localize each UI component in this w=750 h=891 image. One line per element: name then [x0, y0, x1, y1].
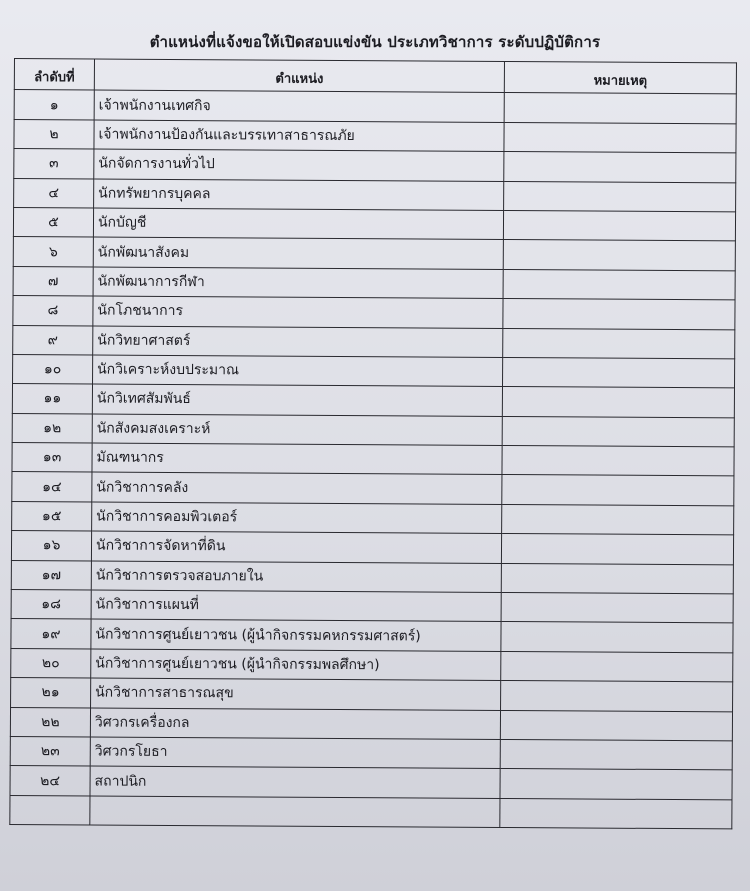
row-remark [503, 357, 735, 388]
table-row [13, 237, 735, 271]
row-position: นักสังคมสงเคราะห์ [92, 414, 502, 446]
row-remark [504, 152, 736, 183]
row-position: นักวิทยาศาสตร์ [93, 326, 503, 358]
row-position: นักวิเคราะห์งบประมาณ [93, 355, 503, 387]
header-position: ตำแหน่ง [94, 59, 504, 93]
row-number: ๒๒ [10, 707, 90, 737]
table-row [13, 266, 735, 300]
table-row [10, 736, 732, 770]
row-position: เจ้าพนักงานเทศกิจ [94, 90, 504, 122]
row-remark [503, 328, 735, 359]
row-number: ๗ [13, 266, 93, 296]
table-row [12, 413, 734, 447]
row-position: นักพัฒนาการกีฬา [93, 267, 503, 299]
row-remark [503, 240, 735, 271]
row-number: ๘ [13, 296, 93, 326]
row-number: ๒ [14, 119, 94, 149]
table-body [10, 90, 736, 829]
row-position: สถาปนิก [90, 766, 500, 798]
table-row [11, 560, 733, 594]
row-position: นักพัฒนาสังคม [93, 237, 503, 269]
row-number: ๔ [14, 178, 94, 208]
row-position: เจ้าพนักงานป้องกันและบรรเทาสาธารณภัย [94, 120, 504, 152]
table-row [11, 531, 733, 565]
table-row [13, 354, 735, 388]
row-number: ๑๗ [11, 560, 91, 590]
table-row [14, 90, 736, 124]
row-remark [502, 446, 734, 477]
header-remark: หมายเหตุ [504, 61, 736, 94]
row-position: นักทรัพยากรบุคคล [94, 179, 504, 211]
row-position: นักวิชาการจัดหาที่ดิน [91, 531, 501, 563]
row-position: นักวิชาการศูนย์เยาวชน (ผู้นำกิจกรรมคหกรรมศาสตร์) [91, 619, 501, 651]
row-remark [500, 769, 732, 800]
row-position: วิศวกรเครื่องกล [90, 708, 500, 740]
row-number: ๒๑ [11, 678, 91, 708]
table-row [12, 443, 734, 477]
row-remark [501, 563, 733, 594]
table-row [12, 384, 734, 418]
table-header-row [14, 59, 736, 95]
row-position: นักวิชาการแผนที่ [91, 590, 501, 622]
table-row [13, 325, 735, 359]
row-remark [501, 593, 733, 624]
table-row [11, 590, 733, 624]
row-number: ๕ [13, 207, 93, 237]
row-remark [500, 739, 732, 770]
table-row [14, 178, 736, 212]
row-remark [501, 681, 733, 712]
row-position: นักจัดการงานทั่วไป [94, 149, 504, 181]
row-number: ๑๒ [12, 413, 92, 443]
row-number: ๑๕ [12, 501, 92, 531]
row-number: ๑๑ [12, 384, 92, 414]
row-remark [504, 181, 736, 212]
empty-row [10, 795, 732, 829]
row-position: มัณฑนากร [92, 443, 502, 475]
table-row [12, 501, 734, 535]
row-number: ๖ [13, 237, 93, 267]
table-row [13, 207, 735, 241]
row-position: นักวิชาการศูนย์เยาวชน (ผู้นำกิจกรรมพลศึกษา) [91, 649, 501, 681]
row-number: ๑ [14, 90, 94, 120]
row-number: ๑๙ [11, 619, 91, 649]
row-number: ๑๘ [11, 590, 91, 620]
row-position: นักโภชนาการ [93, 296, 503, 328]
empty-cell [500, 798, 732, 829]
table-row [11, 648, 733, 682]
row-number: ๑๔ [12, 472, 92, 502]
row-position: นักบัญชี [93, 208, 503, 240]
empty-cell [10, 795, 90, 825]
row-number: ๑๓ [12, 443, 92, 473]
row-position: นักวิชาการคอมพิวเตอร์ [92, 502, 502, 534]
table-row [11, 619, 733, 653]
row-remark [503, 299, 735, 330]
row-position: นักวิชาการตรวจสอบภายใน [91, 561, 501, 593]
row-number: ๙ [13, 325, 93, 355]
table-row [13, 296, 735, 330]
positions-table [9, 58, 737, 830]
row-position: วิศวกรโยธา [90, 737, 500, 769]
row-position: นักวิชาการสาธารณสุข [91, 678, 501, 710]
row-remark [500, 710, 732, 741]
row-remark [503, 210, 735, 241]
row-position: นักวิชาการคลัง [92, 472, 502, 504]
row-number: ๒๓ [10, 736, 90, 766]
row-remark [504, 93, 736, 124]
row-number: ๑๐ [13, 354, 93, 384]
table-row [11, 678, 733, 712]
empty-cell [90, 796, 500, 828]
row-remark [501, 651, 733, 682]
header-no: ลำดับที่ [14, 59, 94, 91]
row-remark [502, 475, 734, 506]
row-position: นักวิเทศสัมพันธ์ [92, 384, 502, 416]
row-number: ๒๔ [10, 766, 90, 796]
row-remark [502, 504, 734, 535]
table-row [14, 149, 736, 183]
row-remark [503, 269, 735, 300]
row-remark [501, 534, 733, 565]
row-remark [504, 122, 736, 153]
table-row [12, 472, 734, 506]
row-remark [502, 387, 734, 418]
row-remark [501, 622, 733, 653]
table-row [14, 119, 736, 153]
row-number: ๑๖ [11, 531, 91, 561]
row-number: ๓ [14, 149, 94, 179]
row-number: ๒๐ [11, 648, 91, 678]
document-title: ตำแหน่งที่แจ้งขอให้เปิดสอบแข่งขัน ประเภทวิชาการ ระดับปฏิบัติการ [149, 33, 601, 51]
table-row [10, 707, 732, 741]
table-row [10, 766, 732, 800]
row-remark [502, 416, 734, 447]
